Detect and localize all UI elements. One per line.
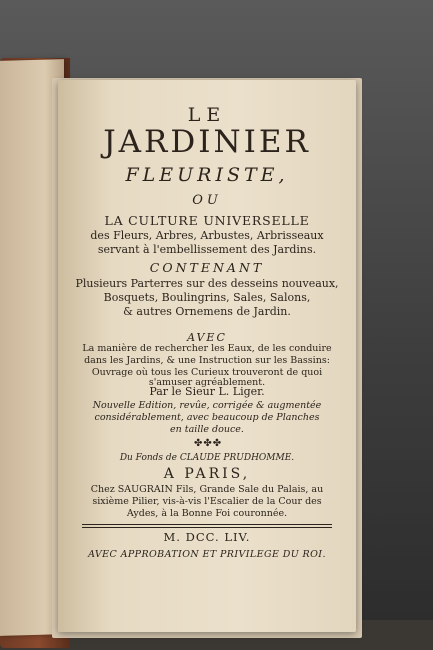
author-line: Par le Sieur L. Liger. (149, 385, 265, 398)
content-parterres: Plusieurs Parterres sur des desseins nouveaux, (75, 277, 339, 290)
content-jardins: dans les Jardins, & une Instruction sur les Bassins: (84, 355, 330, 366)
content-amuser: s'amuser agréablement. (148, 377, 266, 388)
subtitle-servant: servant à l'embellissement des Jardins. (97, 243, 317, 256)
subtitle-fleurs: des Fleurs, Arbres, Arbustes, Arbrisseaux (90, 229, 324, 242)
imprint-chez: Chez SAUGRAIN Fils, Grande Sale du Palais, au (90, 484, 324, 495)
content-maniere: La manière de rechercher les Eaux, de les conduire (82, 343, 332, 354)
title-le: LE (187, 104, 227, 126)
title-jardinier: JARDINIER (103, 124, 311, 160)
title-ou: OU (192, 193, 222, 208)
title-page-text (60, 100, 354, 570)
edition-line-3: en taille douce. (170, 424, 244, 435)
content-ornemens: & autres Ornemens de Jardin. (123, 305, 291, 318)
title-fleuriste: FLEURISTE, (125, 164, 289, 186)
edition-line-2: considérablement, avec beaucoup de Planches (94, 412, 320, 423)
imprint-sixieme: sixième Pilier, vis-à-vis l'Escalier de la Cour des (92, 496, 322, 507)
content-bosquets: Bosquets, Boulingrins, Sales, Salons, (103, 291, 311, 304)
content-ouvrage: Ouvrage où tous les Curieux trouveront de quoi (91, 367, 323, 378)
imprint-aydes: Aydes, à la Bonne Foi couronnée. (126, 508, 288, 519)
privilege-line: AVEC APPROBATION ET PRIVILEGE DU ROI. (88, 549, 326, 560)
heading-avec: AVEC (187, 331, 227, 344)
fonds-line: Du Fonds de CLAUDE PRUDHOMME. (119, 453, 295, 463)
edition-line-1: Nouvelle Edition, revûe, corrigée & augmentée (92, 400, 322, 411)
subtitle-culture: LA CULTURE UNIVERSELLE (104, 213, 310, 228)
publication-date: M. DCC. LIV. (163, 530, 251, 544)
heading-contenant: CONTENANT (149, 260, 265, 275)
printer-ornament: ✤✤✤ (194, 438, 223, 449)
imprint-city: A PARIS, (163, 466, 251, 482)
divider-rule-thin (82, 527, 332, 528)
divider-rule (82, 524, 332, 525)
